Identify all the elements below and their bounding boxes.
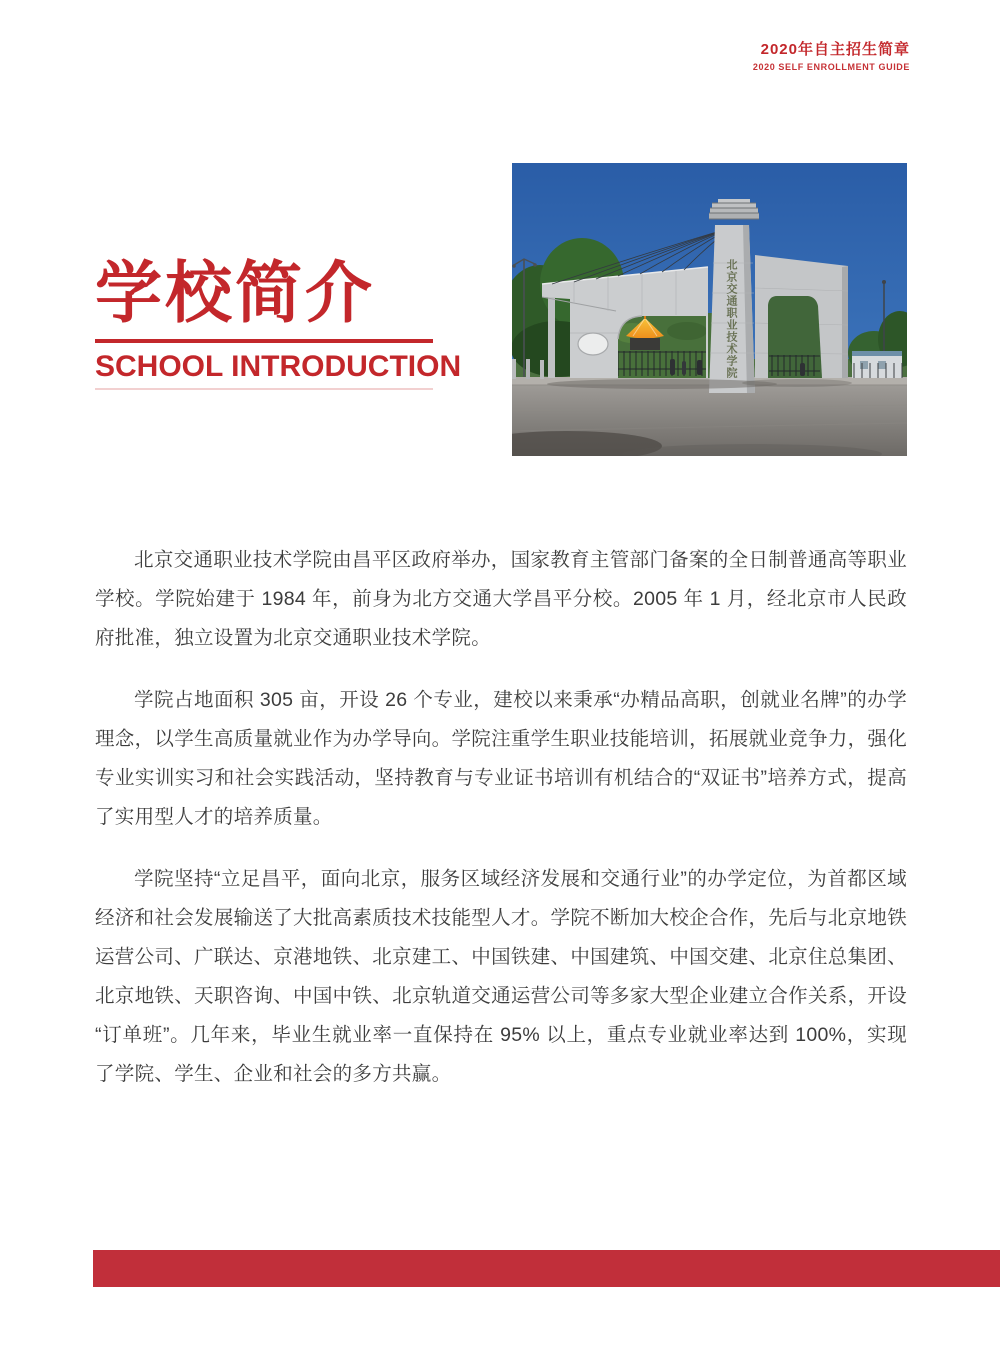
section-title-en: SCHOOL INTRODUCTION	[95, 350, 462, 384]
paragraph-1: 北京交通职业技术学院由昌平区政府举办，国家教育主管部门备案的全日制普通高等职业学校。学院始建于 1984 年，前身为北方交通大学昌平分校。2005 年 1 月，经北京市人民政府批准，独立设置为北京交通职业技术学院。	[95, 549, 907, 649]
title-underline	[95, 339, 433, 343]
paragraph-3: 学院坚持“立足昌平，面向北京，服务区域经济发展和交通行业”的办学定位，为首都区域经济和社会发展输送了大批高素质技术技能型人才。学院不断加大校企合作，先后与北京地铁运营公司、广联达、京港地铁、北京建工、中国铁建、中国建筑、中国交建、北京住总集团、北京地铁、天职咨询、中国中铁、北京轨道交通运营公司等多家大型企业建立合作关系，开设“订单班”。几年来，毕业生就业率一直保持在 95% 以上，重点专业就业率达到 100%，实现了学院、学生、企业和社会的多方共赢。	[95, 868, 907, 1085]
campus-gate-illustration	[512, 163, 907, 456]
title-underline-light	[95, 388, 433, 390]
campus-gate-photo	[512, 163, 907, 456]
section-title-cn: 学校简介	[95, 256, 375, 331]
section-title-block	[95, 256, 462, 390]
header-title-en: 2020 SELF ENROLLMENT GUIDE	[752, 62, 910, 72]
body-text	[95, 541, 907, 1117]
page-header	[753, 38, 910, 72]
paragraph-2: 学院占地面积 305 亩，开设 26 个专业，建校以来秉承“办精品高职，创就业名牌”的办学理念，以学生高质量就业作为办学导向。学院注重学生职业技能培训，拓展就业竞争力，强化专业实训实习和社会实践活动，坚持教育与专业证书培训有机结合的“双证书”培养方式，提高了实用型人才的培养质量。	[95, 689, 907, 828]
header-title-cn: 2020年自主招生简章	[760, 41, 910, 58]
gate-inscription: 北京交通职业技术学院	[725, 259, 737, 379]
footer-accent-bar	[93, 1250, 1000, 1287]
